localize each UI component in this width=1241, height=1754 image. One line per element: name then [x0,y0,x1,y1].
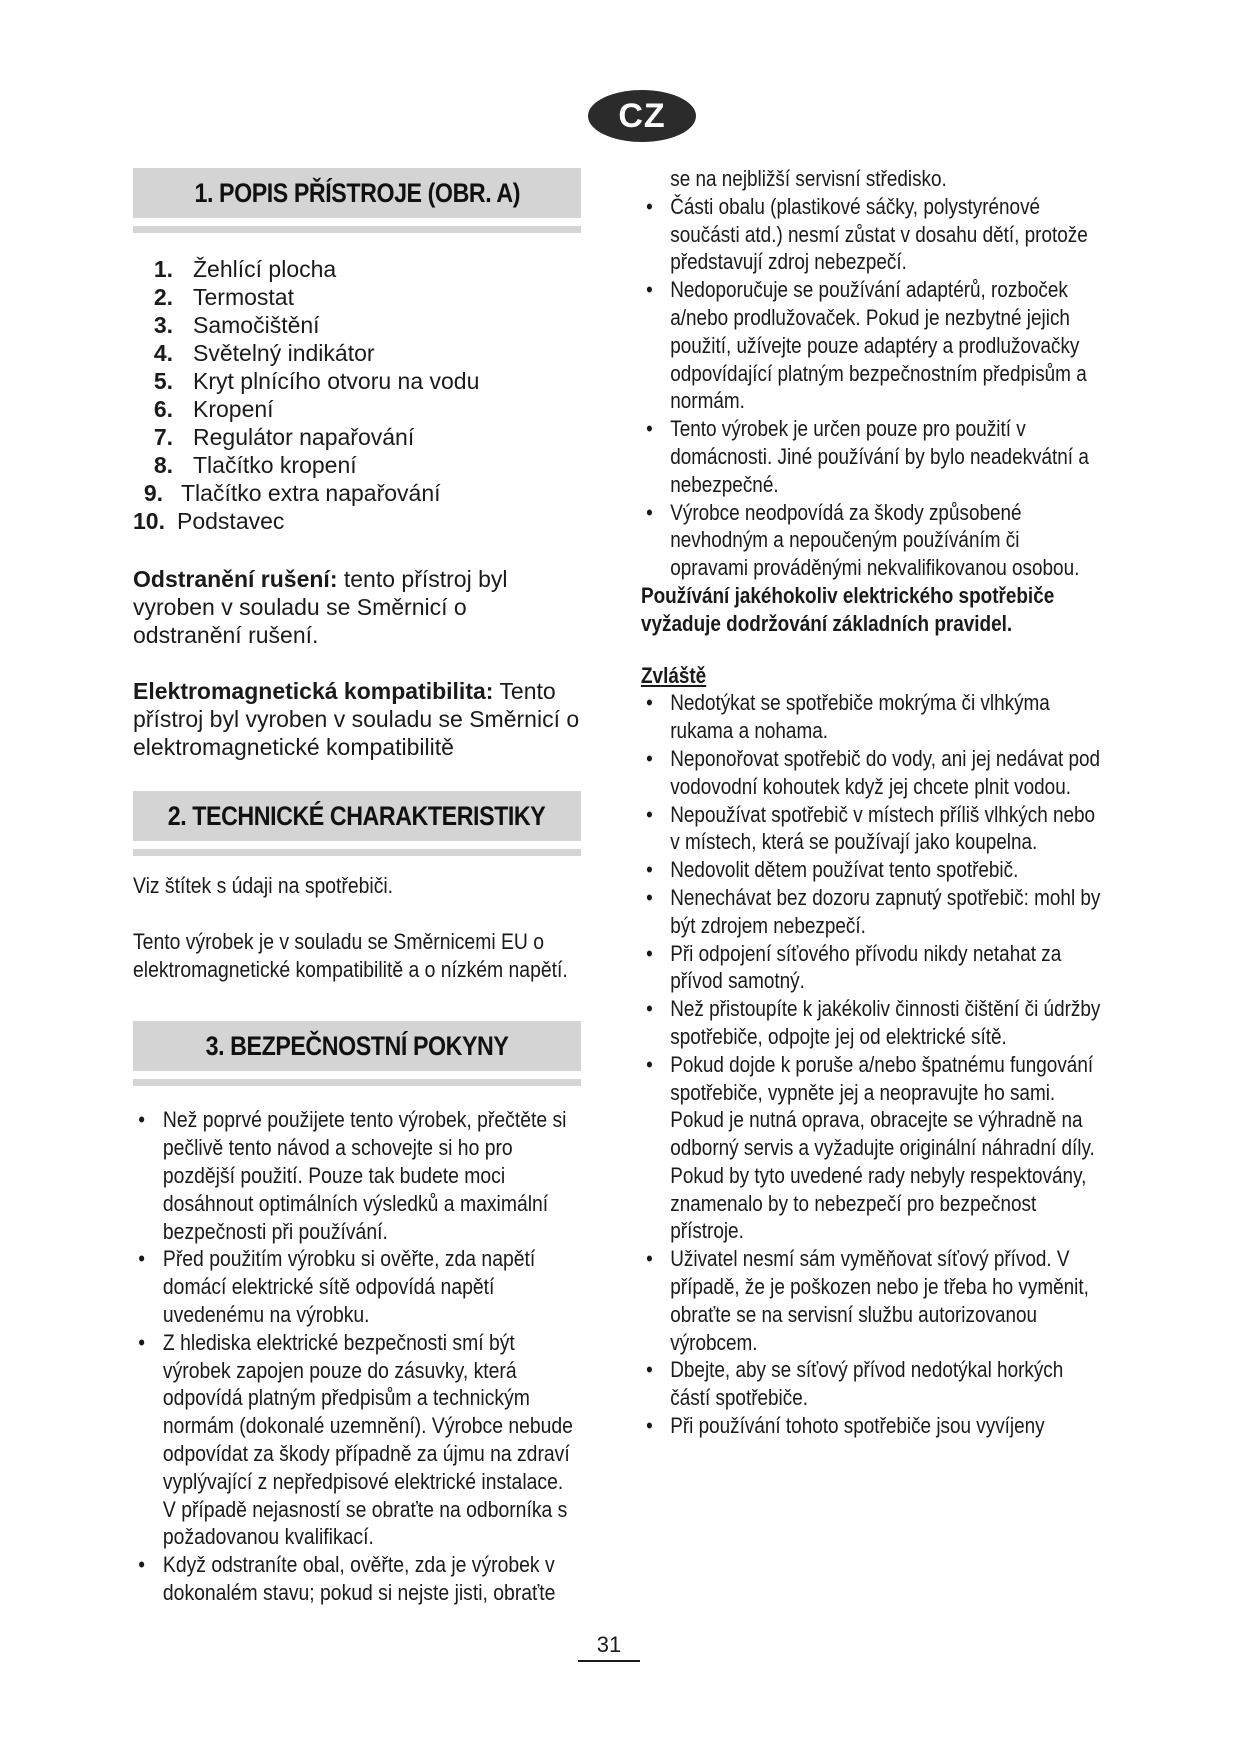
list-item: • Při odpojení síťového přívodu nikdy netahat za přívod samotný. [641,940,1101,996]
section-2-heading: 2. TECHNICKÉ CHARAKTERISTIKY [133,791,581,841]
list-item: • Z hlediska elektrické bezpečnosti smí být výrobek zapojen pouze do zásuvky, která odpovídá platným předpisům a technickým normám (dokonalé uzemnění). Výrobce nebude odpovídat za škody případně za újmu na zdraví vyplývající z nepředpisové elektrické instalace. V případě nejasností se obraťte na odborníka s požadovanou kvalifikací. [133,1329,581,1551]
rule-statement: Používání jakéhokoliv elektrického spotřebiče vyžaduje dodržování základních pravidel. [641,582,1055,636]
list-item: • Dbejte, aby se síťový přívod nedotýkal horkých částí spotřebiče. [641,1356,1101,1412]
interference-paragraph: Odstranění rušení: tento přístroj byl vyroben v souladu se Směrnicí o odstranění rušení. [133,566,508,648]
left-column [133,168,581,1607]
list-item: 1. Žehlící plocha [153,256,337,282]
list-item: • Než poprvé použijete tento výrobek, přečtěte si pečlivě tento návod a schovejte si ho pro pozdější použití. Pouze tak budete moci dosáhnout optimálních výsledků a maximální bezpečnosti při používání. [133,1106,581,1245]
list-item: • Nedotýkat se spotřebiče mokrýma či vlhkýma rukama a nohama. [641,689,1101,745]
page-number: 31 [578,1632,640,1662]
eu-compliance-paragraph: Tento výrobek je v souladu se Směrnicemi EU o elektromagnetické kompatibilitě a o nízkém napětí. [133,928,568,982]
list-item: 6. Kropení [153,396,274,422]
section-2-rule [133,849,581,856]
list-item: • Pokud dojde k poruše a/nebo špatnému fungování spotřebiče, vypněte jej a neopravujte ho sami. Pokud je nutná oprava, obracejte se výhradně na odborný servis a vyžadujte originální náhradní díly. Pokud by tyto uvedené rady nebyly respektovány, znamenalo by to nebezpečí pro bezpečnost přístroje. [641,1051,1101,1246]
list-item: • Nedoporučuje se používání adaptérů, rozboček a/nebo prodlužovaček. Pokud je nezbytné jejich použití, užívejte pouze adaptéry a prodlužovačky odpovídající platným bezpečnostním předpisům a normám. [641,276,1101,415]
continuation-text: se na nejbližší servisní středisko. [670,166,947,191]
parts-list [133,255,581,535]
section-3-heading: 3. BEZPEČNOSTNÍ POKYNY [133,1021,581,1071]
section-1-heading: 1. POPIS PŘÍSTROJE (OBR. A) [133,168,581,218]
list-item: • Před použitím výrobku si ověřte, zda napětí domácí elektrické sítě odpovídá napětí uvedenému na výrobku. [133,1245,581,1328]
list-item: 4. Světelný indikátor [153,340,375,366]
emc-paragraph: Elektromagnetická kompatibilita: Tento přístroj byl vyroben v souladu se Směrnicí o elektromagnetické kompatibilitě [133,678,580,760]
list-item: 10. Podstavec [133,508,285,534]
list-item: • Než přistoupíte k jakékoliv činnosti čištění či údržby spotřebiče, odpojte jej od elektrické sítě. [641,995,1101,1051]
label-info-paragraph: Viz štítek s údaji na spotřebiči. [133,873,394,898]
list-item: 2. Termostat [153,284,294,310]
list-item: 5. Kryt plnícího otvoru na vodu [153,368,480,394]
safety-bullets-left [133,1106,581,1606]
list-item: 9. Tlačítko extra napařování [143,480,441,506]
list-item: 3. Samočištění [153,312,320,338]
list-item: • Když odstraníte obal, ověřte, zda je výrobek v dokonalém stavu; pokud si nejste jisti, obraťte [133,1551,581,1607]
section-1-rule [133,226,581,233]
list-item: • Neponořovat spotřebič do vody, ani jej nedávat pod vodovodní kohoutek když jej chcete plnit vodou. [641,745,1101,801]
list-item: • Při používání tohoto spotřebiče jsou vyvíjeny [641,1412,1101,1440]
list-item: 7. Regulátor napařování [153,424,415,450]
list-item: • Části obalu (plastikové sáčky, polystyrénové součásti atd.) nesmí zůstat v dosahu dětí, protože představují zdroj nebezpečí. [641,193,1101,276]
safety-bullets-right [641,165,1101,1440]
list-item: • Tento výrobek je určen pouze pro použití v domácnosti. Jiné používání by bylo neadekvátní a nebezpečné. [641,415,1101,498]
section-3-rule [133,1079,581,1086]
list-item: • Nedovolit dětem používat tento spotřebič. [641,856,1101,884]
right-column [641,165,1101,1440]
list-item: • Uživatel nesmí sám vyměňovat síťový přívod. V případě, že je poškozen nebo je třeba ho vyměnit, obraťte se na servisní službu autorizovanou výrobcem. [641,1245,1101,1356]
section-2-body [133,872,581,983]
list-item: • Výrobce neodpovídá za škody způsobené nevhodným a nepoučeným používáním či opravami prováděnými nekvalifikovanou osobou. [641,499,1101,582]
zvlaste-heading: Zvláště [641,662,707,688]
list-item: • Nenechávat bez dozoru zapnutý spotřebič: mohl by být zdrojem nebezpečí. [641,884,1101,940]
language-badge: CZ [588,90,696,142]
list-item: • Nepoužívat spotřebič v místech příliš vlhkých nebo v místech, která se používají jako koupelna. [641,801,1101,857]
list-item: 8. Tlačítko kropení [153,452,357,478]
